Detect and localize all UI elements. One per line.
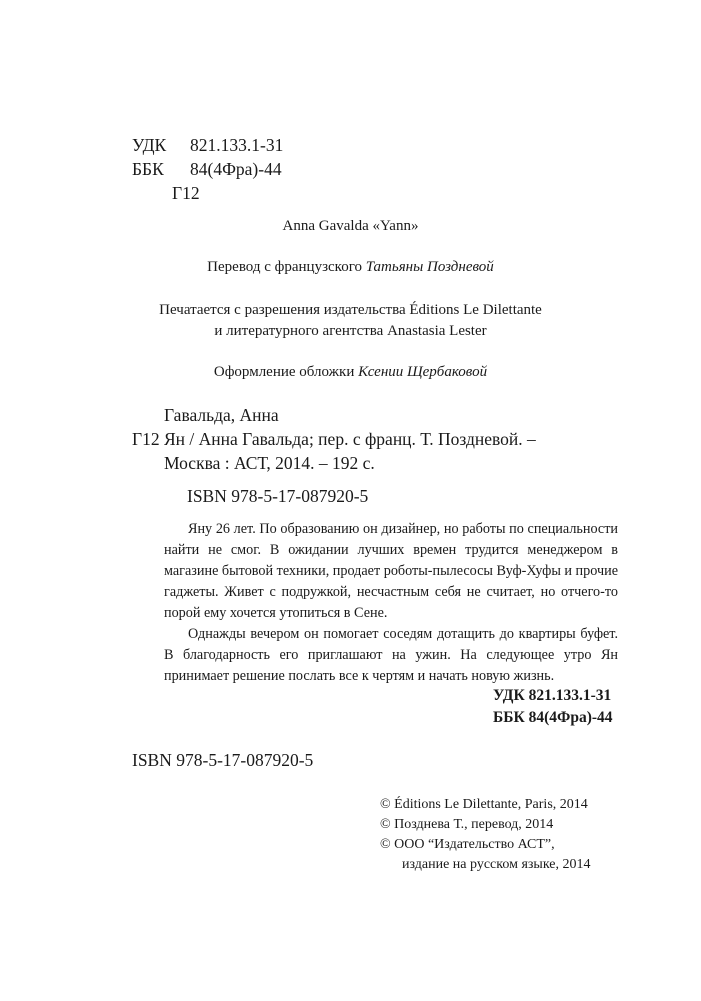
original-title: Anna Gavalda «Yann»: [282, 218, 419, 234]
annotation-paragraph-1: Яну 26 лет. По образованию он дизайнер, но работы по специальности найти не смог. В ожидании лучших времен трудится менеджером в магазине бытовой техники, продает роботы-пылесосы Вуф-Хуфы и прочие гаджеты. Живет с подружкой, несчастным себя не считает, но отчего-то порой ему хочется утопиться в Сене.: [164, 521, 618, 621]
udk-line: [132, 133, 283, 157]
permission-line-1: Печатается с разрешения издательства Éditions Le Dilettante: [159, 302, 542, 318]
udk-code: 821.133.1-31: [190, 135, 284, 155]
translation-prefix: Перевод с французского: [207, 259, 366, 275]
translation-credit: [0, 259, 701, 276]
bbk-line: [132, 157, 283, 181]
udk-label: УДК: [132, 135, 167, 155]
isbn-main: ISBN 978-5-17-087920-5: [132, 750, 314, 770]
catalog-description-line-2: Москва : АСТ, 2014. – 192 с.: [164, 453, 375, 473]
author-mark: Г12: [172, 183, 200, 203]
annotation-paragraph-2: Однажды вечером он помогает соседям дотащить до квартиры буфет. В благодарность его приглашают на ужин. На следующее утро Ян принимает решение послать все к чертям и начать новую жизнь.: [164, 626, 618, 684]
catalog-author: Гавальда, Анна: [164, 405, 279, 425]
catalog-author-mark: Г12: [132, 429, 160, 449]
permission-line-2: и литературного агентства Anastasia Lester: [214, 323, 487, 339]
classification-bottom: [493, 685, 613, 729]
copyright-line-3: © ООО “Издательство АСТ”,: [380, 837, 555, 852]
bbk-label: ББК: [132, 159, 164, 179]
bbk-bottom: ББК 84(4Фра)-44: [493, 709, 613, 726]
bbk-code: 84(4Фра)-44: [190, 159, 282, 179]
catalog-description-line-1: Ян / Анна Гавальда; пер. с франц. Т. Поздневой. –: [164, 429, 536, 449]
udk-bottom: УДК 821.133.1-31: [493, 687, 612, 704]
translator-name: Татьяны Поздневой: [365, 259, 494, 275]
copyright-line-1: © Éditions Le Dilettante, Paris, 2014: [380, 797, 588, 812]
classification-block: [132, 133, 283, 205]
cover-prefix: Оформление обложки: [213, 364, 359, 380]
catalog-description: [164, 427, 536, 475]
copyright-line-2: © Позднева Т., перевод, 2014: [380, 817, 554, 832]
annotation: [164, 519, 618, 687]
cover-designer-name: Ксении Щербаковой: [358, 364, 488, 380]
permission-notice: [0, 300, 701, 342]
copyright-block: [380, 795, 590, 875]
cover-credit: [0, 364, 701, 381]
catalog-isbn: ISBN 978-5-17-087920-5: [187, 486, 369, 506]
copyright-line-4: издание на русском языке, 2014: [402, 857, 591, 872]
